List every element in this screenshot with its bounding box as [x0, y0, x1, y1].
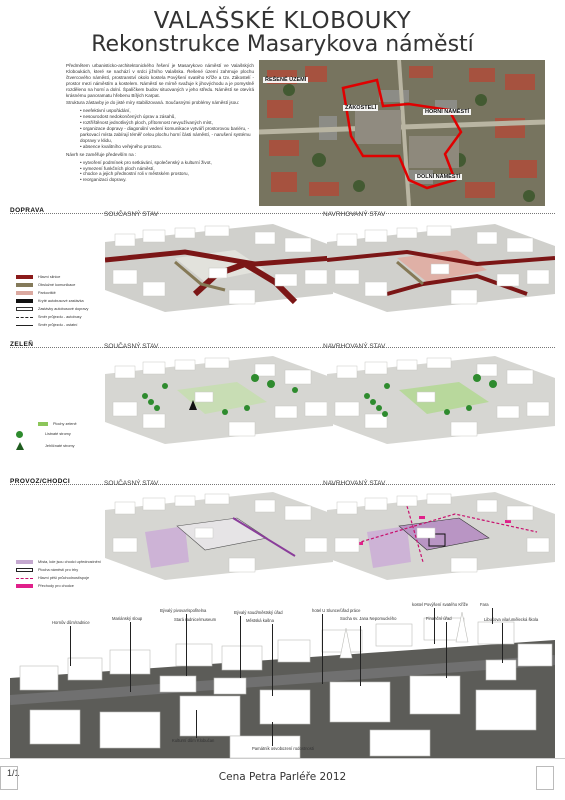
section-divider [10, 213, 555, 214]
legend-item [38, 420, 77, 428]
callout-line [446, 622, 447, 678]
landmark-label: Finanční úřad [426, 616, 452, 621]
legend-greenery [16, 420, 77, 452]
legend-swatch [16, 299, 33, 303]
legend-label: Hlavní silnice [38, 275, 61, 279]
legend-item [16, 313, 88, 321]
callout-line [240, 616, 241, 678]
page-frame-left [0, 766, 18, 790]
conifer-icon [16, 442, 24, 450]
legend-label: Obslužné komunikace [38, 283, 76, 287]
greenery-current-model [105, 356, 333, 444]
legend-label: Zastávky autobusové dopravy [38, 307, 89, 311]
legend-label: Jehličnaté stromy [45, 444, 75, 448]
state-label-current: SOUČASNÝ STAV [104, 343, 159, 350]
legend-swatch [16, 560, 33, 564]
list-item: • chodce a jejich přednostní roli v městském prostoru, [80, 171, 254, 177]
state-label-proposed: NAVRHOVANÝ STAV [323, 343, 386, 350]
legend-item [16, 574, 101, 582]
landmark-label: Socha sv. Jana Nepomuckého [340, 616, 397, 621]
photo-label-dolni: DOLNÍ NÁMĚSTÍ [417, 174, 461, 180]
list-item: • vymezení funkčních ploch náměstí, [80, 166, 254, 172]
legend-item [16, 558, 101, 566]
callout-line [502, 623, 503, 663]
section-divider [10, 484, 555, 485]
legend-label: Plocha náměstí pro trhy [38, 568, 79, 572]
arrow-icon [16, 317, 33, 318]
traffic-proposed-model [327, 224, 555, 312]
tree-icon [16, 431, 23, 438]
legend-item [16, 305, 88, 313]
legend-swatch [16, 275, 33, 279]
callout-line [186, 614, 187, 676]
list-item: • roztříštěnost jednotlivých ploch, přítomnost nevyužívaných míst, [80, 120, 254, 126]
legend-item [16, 281, 88, 289]
callout-line [434, 608, 435, 644]
greenery-proposed-model [327, 356, 555, 444]
legend-label: Plochy zeleně [53, 422, 77, 426]
callout-line [272, 722, 273, 746]
legend-item [16, 273, 88, 281]
landmark-label: kostel Povýšení svatého Kříže [412, 602, 469, 607]
state-label-proposed: NAVRHOVANÝ STAV [323, 480, 386, 487]
legend-label: Směr průjezdu - autobusy [38, 315, 82, 319]
list-item: • reorganizaci dopravy. [80, 177, 254, 183]
legend-label: Přechody pro chodce [38, 584, 74, 588]
landmark-label: Bývalý pivovar/spořitelna [160, 608, 207, 613]
legend-item [16, 582, 101, 590]
legend-label: Hlavní pěší průchodnost/spoje [38, 576, 90, 580]
legend-item [16, 440, 77, 452]
page-subtitle: Rekonstrukce Masarykova náměstí [91, 32, 474, 57]
legend-label: Listnaté stromy [45, 432, 71, 436]
intro-paragraph: Předmětem urbanisticko-architektonického řešení je Masarykovo náměstí ve Valašských Kloboukách, které se nachází v srdci jižního Valašska. Řešené území zahrnuje plochu čtvercového náměstí, prostranství okolo kostela Povýšení svatého Kříže a tzv. Zákostelí - prostor mezi náměstím a kostelem. Náměstí se mírně svažuje k jihovýchodu a je pomyslně rozděleno na horní a dolní. Špalíčkem budov situovaných v jeho středu. Náměstí se otevírá krásnému panoramatu hřebenu Bílých Karpat. [66, 63, 254, 98]
section-heading-zelen: ZELEŇ [10, 341, 34, 348]
legend-swatch [16, 568, 33, 572]
legend-item [16, 321, 88, 329]
legend-swatch [38, 422, 48, 426]
footer-divider [0, 758, 565, 759]
legend-label: Kryté autobusové zastávka [38, 299, 84, 303]
list-item: • absence kvalitního veřejného prostoru. [80, 144, 254, 150]
pedestrians-current-model [105, 492, 333, 580]
legend-label: Místa, kde jsou chodci upřednostněni [38, 560, 101, 564]
pedestrians-proposed-model [327, 492, 555, 580]
page-number: 1/1 [7, 768, 20, 778]
callout-line [272, 624, 273, 696]
legend-item [16, 566, 101, 574]
list-item: • neefektivní uspořádání, [80, 108, 254, 114]
legend-swatch [16, 307, 33, 311]
landmark-label: Bývalý soud/městský úřad [234, 610, 283, 615]
arrow-icon [16, 325, 33, 326]
state-label-current: SOUČASNÝ STAV [104, 480, 159, 487]
page-title: VALAŠSKÉ KLOBOUKY [153, 8, 412, 34]
legend-item [16, 428, 77, 440]
landmark-label: Památník osvobození rodostnosti [252, 746, 314, 751]
section-heading-provoz: PROVOZ/CHODCI [10, 478, 71, 485]
legend-label: Směr průjezdu - ostatní [38, 323, 78, 327]
list-item: • organizace dopravy - diagonální vedení komunikace vytváří prostorovou bariéru, - parkovací místa zabírají téměř celou plochu horní části náměstí, - narušení systému dopravy v klidu, [80, 126, 254, 144]
landmark-label: hotel U Slunce/úřad práce [312, 608, 361, 613]
arrow-icon [16, 578, 33, 579]
page-frame-right [536, 766, 554, 790]
landmark-label: Libušova vila/umělecká škola [484, 617, 539, 622]
landmark-label: Stará radnice/museum [174, 617, 217, 622]
legend-label: Parkoviště [38, 291, 56, 295]
legend-item [16, 297, 88, 305]
list-item: • nesourodost nedokončených úprav a zásahů, [80, 114, 254, 120]
intro-paragraph: Návrh se zaměřuje především na : [66, 151, 137, 157]
landmark-label: Mariánský sloup [112, 616, 143, 621]
photo-label-horni: HORNÍ NÁMĚSTÍ [425, 109, 469, 115]
callout-line [322, 614, 323, 684]
callout-line [130, 622, 131, 692]
section-heading-doprava: DOPRAVA [10, 207, 45, 214]
footer-title: Cena Petra Parléře 2012 [218, 771, 347, 783]
legend-swatch [16, 584, 33, 588]
callout-line [196, 710, 197, 738]
callout-line [360, 626, 361, 686]
traffic-current-model [105, 224, 333, 312]
photo-label-zakosteli: ZÁKOSTELÍ [345, 105, 377, 111]
legend-pedestrians [16, 558, 101, 590]
legend-swatch [16, 283, 33, 287]
intro-paragraph: Struktura zástavby je do jisté míry stabilizovaná. Současnými problémy náměstí jsou: [66, 100, 240, 106]
legend-item [16, 289, 88, 297]
landmark-label: Fara [480, 602, 489, 607]
intro-text [66, 63, 254, 185]
state-label-proposed: NAVRHOVANÝ STAV [323, 211, 386, 218]
list-item: • vytvoření podmínek pro setkávání, společenský a kulturní život, [80, 160, 254, 166]
legend-swatch [16, 291, 33, 295]
aerial-photo [259, 60, 545, 206]
landmark-label: Městská kašna [246, 618, 274, 623]
goals-list [80, 160, 254, 184]
section-divider [10, 347, 555, 348]
landmarks-model [10, 600, 555, 758]
state-label-current: SOUČASNÝ STAV [104, 211, 159, 218]
landmark-label: Kulturní dům Klobučan [172, 738, 215, 743]
landmark-label: Hornův dům/radnice [52, 620, 90, 625]
callout-line [492, 608, 493, 624]
problems-list [80, 108, 254, 149]
callout-line [70, 626, 71, 666]
legend-traffic [16, 273, 88, 329]
landmarks-model-drawing [10, 600, 555, 758]
photo-label-area: ŘEŠENÉ ÚZEMÍ [265, 77, 307, 83]
